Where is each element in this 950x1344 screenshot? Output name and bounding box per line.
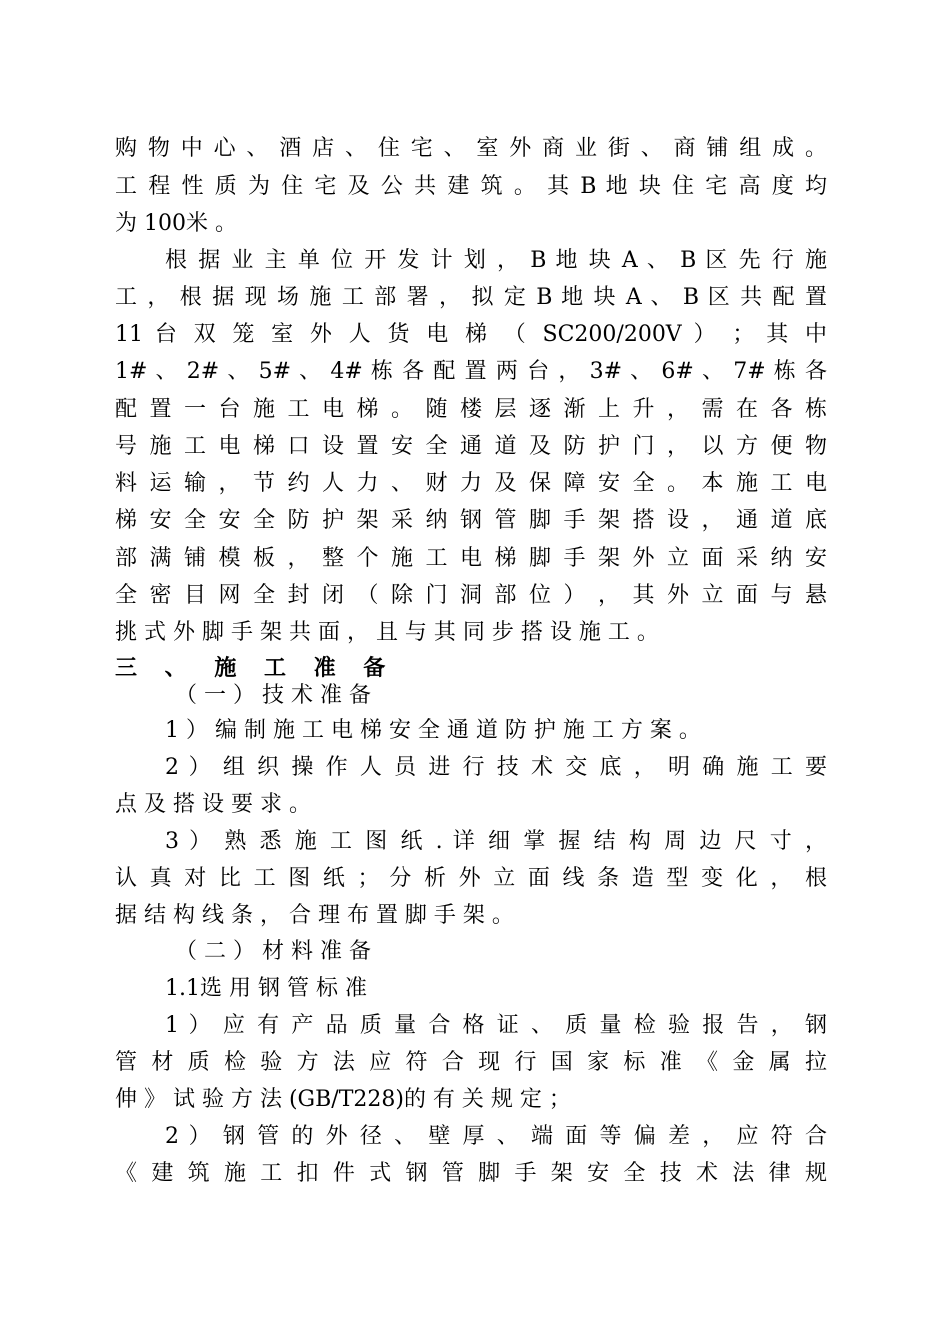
section-heading: 三 、 施 工 准 备 <box>115 655 396 681</box>
list-item: 1 ） 编 制 施 工 电 梯 安 全 通 道 防 护 施 工 方 案 。 <box>165 718 701 743</box>
paragraph-line: 购 物 中 心 、 酒 店 、 住 宅 、 室 外 商 业 街 、 商 铺 组 成 。 <box>115 136 827 161</box>
paragraph-line: 根 据 业 主 单 位 开 发 计 划 ， B 地 块 A 、 B 区 先 行 施 <box>165 248 827 273</box>
paragraph-line: 全 密 目 网 全 封 闭 （ 除 门 洞 部 位 ） ， 其 外 立 面 与 悬 <box>115 583 827 608</box>
paragraph-line: 据 结 构 线 条 ， 合 理 布 置 脚 手 架 。 <box>115 903 514 928</box>
subsection-heading: （ 二 ） 材 料 准 备 <box>175 939 371 964</box>
paragraph-line: 工 程 性 质 为 住 宅 及 公 共 建 筑 。 其 B 地 块 住 宅 高 度 均 <box>115 174 827 199</box>
paragraph-line: 管 材 质 检 验 方 法 应 符 合 现 行 国 家 标 准 《 金 属 拉 <box>115 1050 827 1075</box>
list-item: 2 ） 组 织 操 作 人 员 进 行 技 术 交 底 ， 明 确 施 工 要 <box>165 755 827 780</box>
paragraph-line: 挑 式 外 脚 手 架 共 面 ， 且 与 其 同 步 搭 设 施 工 。 <box>115 620 659 645</box>
paragraph-line: 配 置 一 台 施 工 电 梯 。 随 楼 层 逐 渐 上 升 ， 需 在 各 栋 <box>115 397 827 422</box>
paragraph-line: 认 真 对 比 工 图 纸 ； 分 析 外 立 面 线 条 造 型 变 化 ， 根 <box>115 866 827 891</box>
list-item: 3 ） 熟 悉 施 工 图 纸 . 详 细 掌 握 结 构 周 边 尺 寸 ， <box>165 829 827 854</box>
list-item: 2 ） 钢 管 的 外 径 、 壁 厚 、 端 面 等 偏 差 ， 应 符 合 <box>165 1124 827 1149</box>
subsection-heading: 1.1选 用 钢 管 标 准 <box>165 976 367 1001</box>
paragraph-line: 11 台 双 笼 室 外 人 货 电 梯 （ SC200/200V ） ； 其 中 <box>115 322 827 347</box>
paragraph-line: 点 及 搭 设 要 求 。 <box>115 792 311 817</box>
subsection-heading: （ 一 ） 技 术 准 备 <box>175 683 371 708</box>
paragraph-line: 料 运 输 ， 节 约 人 力 、 财 力 及 保 障 安 全 。 本 施 工 电 <box>115 471 827 496</box>
paragraph-line: 梯 安 全 安 全 防 护 架 采 纳 钢 管 脚 手 架 搭 设 ， 通 道 底 <box>115 508 827 533</box>
paragraph-line: 《 建 筑 施 工 扣 件 式 钢 管 脚 手 架 安 全 技 术 法 律 规 <box>115 1161 827 1186</box>
list-item: 1 ） 应 有 产 品 质 量 合 格 证 、 质 量 检 验 报 告 ， 钢 <box>165 1013 827 1038</box>
paragraph-line: 号 施 工 电 梯 口 设 置 安 全 通 道 及 防 护 门 ， 以 方 便 物 <box>115 434 827 459</box>
paragraph-line: 为 100米 。 <box>115 211 237 236</box>
paragraph-line: 工 ， 根 据 现 场 施 工 部 署 ， 拟 定 B 地 块 A 、 B 区 共 配 置 <box>115 285 827 310</box>
paragraph-line: 1# 、 2# 、 5# 、 4# 栋 各 配 置 两 台 ， 3# 、 6# 、 7# 栋 各 <box>115 359 827 384</box>
paragraph-line: 部 满 铺 模 板 ， 整 个 施 工 电 梯 脚 手 架 外 立 面 采 纳 安 <box>115 546 827 571</box>
paragraph-line: 伸 》 试 验 方 法 (GB/T228)的 有 关 规 定 ； <box>115 1087 571 1112</box>
